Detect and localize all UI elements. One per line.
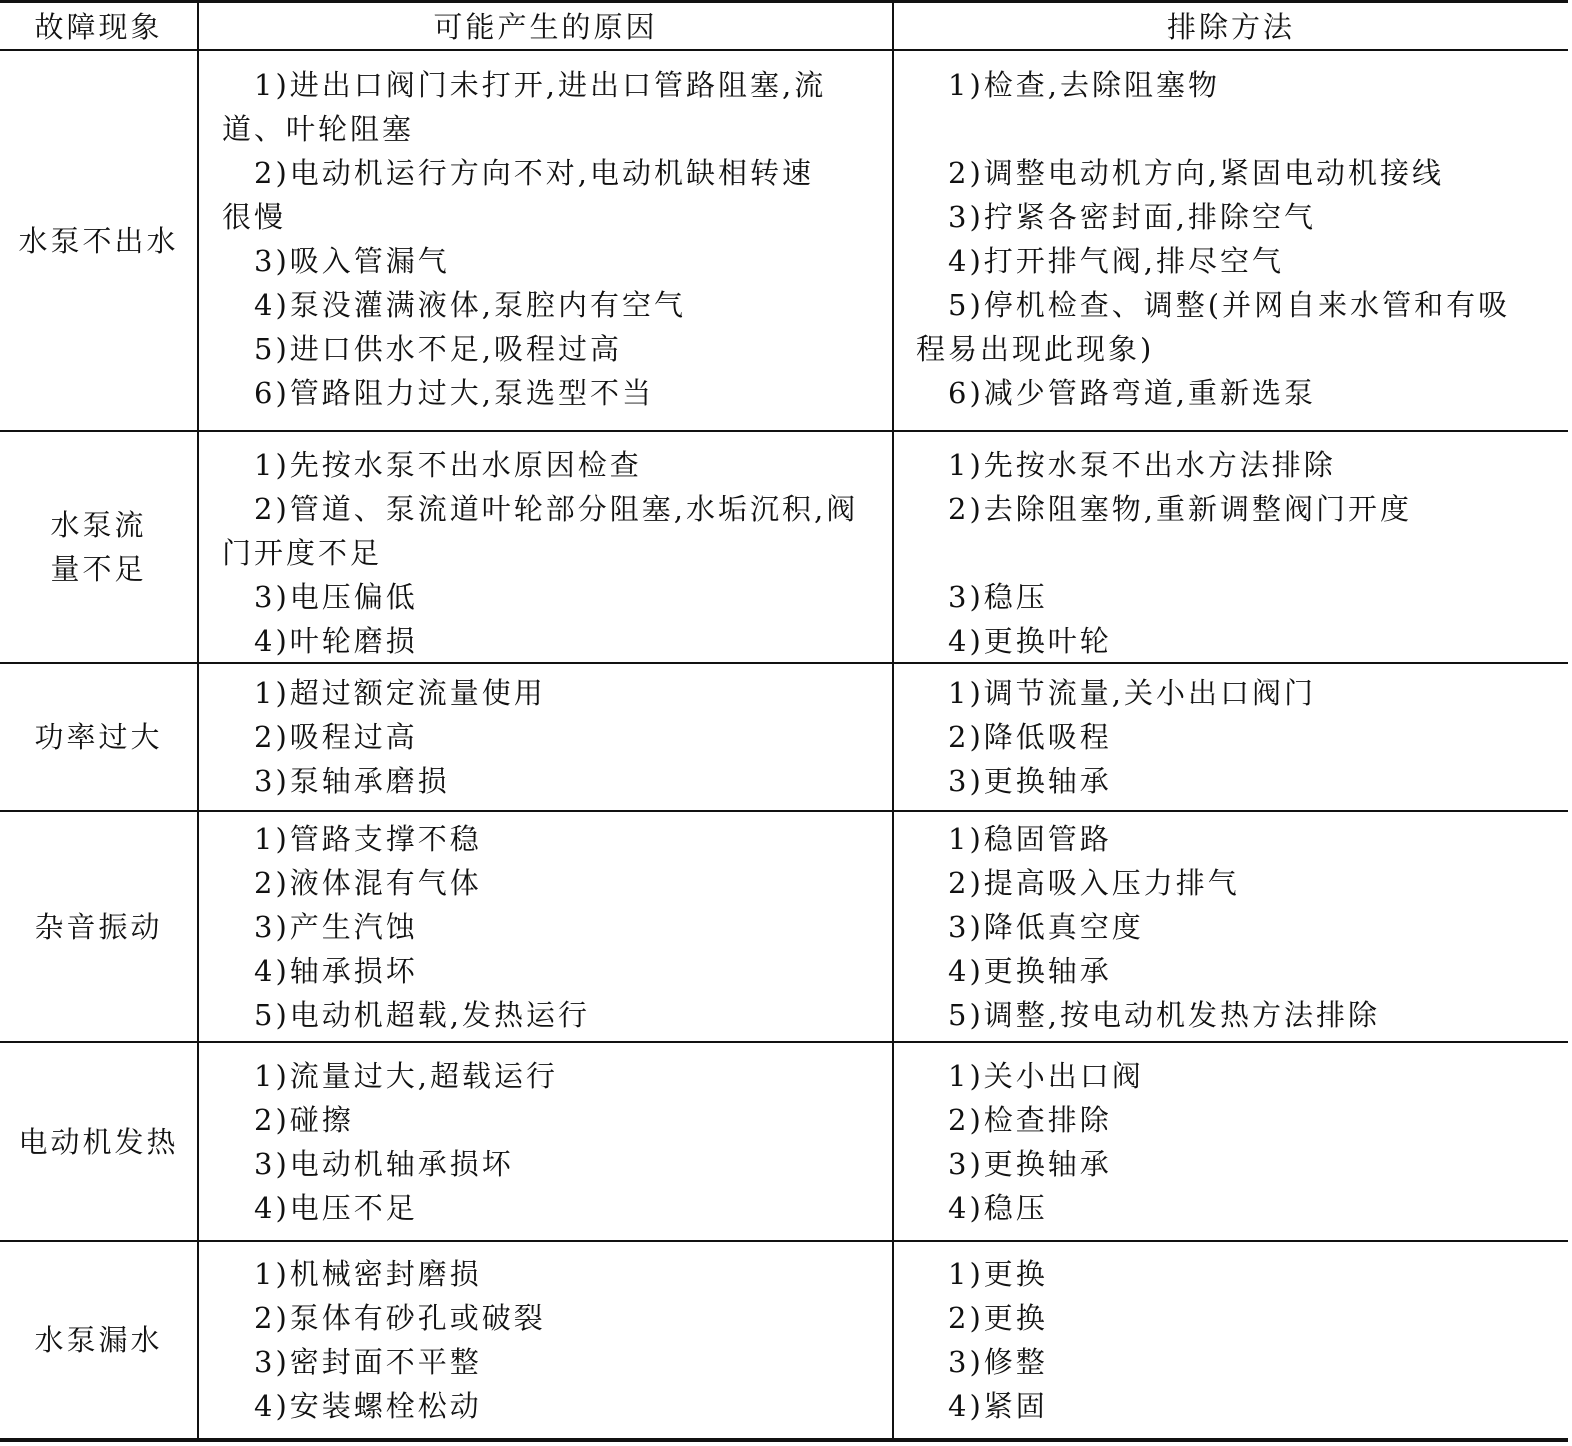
remedy-item: 4)紧固 (948, 1389, 1048, 1423)
remedy-item: 6)减少管路弯道,重新选泵 (948, 376, 1316, 410)
cause-item: 4)安装螺栓松动 (254, 1389, 482, 1423)
remedy-item: 3)修整 (948, 1345, 1048, 1379)
remedy-item: 4)更换轴承 (948, 954, 1112, 988)
row-rule-1 (0, 430, 1568, 432)
column-divider-1 (197, 0, 199, 1440)
causes-cell (222, 817, 882, 1039)
row-rule-3 (0, 810, 1568, 812)
cause-item: 2)液体混有气体 (254, 866, 482, 900)
symptom-cell: 水泵不出水 (18, 223, 179, 258)
remedy-item: 3)稳压 (948, 580, 1048, 614)
symptom-cell: 杂音振动 (34, 909, 163, 944)
header-remedies: 排除方法 (1166, 9, 1295, 44)
column-divider-2 (892, 0, 894, 1440)
remedy-item: 3)降低真空度 (948, 910, 1144, 944)
remedy-item: 2)去除阻塞物,重新调整阀门开度 (948, 492, 1412, 526)
cause-item: 5)进口供水不足,吸程过高 (254, 332, 622, 366)
cause-item: 3)吸入管漏气 (254, 244, 450, 278)
cause-item: 3)泵轴承磨损 (254, 764, 450, 798)
bottom-rule (0, 1438, 1568, 1442)
symptom-text: 水泵流量不足 (50, 508, 147, 586)
header-symptom: 故障现象 (34, 9, 163, 44)
cause-item: 1)流量过大,超载运行 (254, 1059, 558, 1093)
remedy-item: 1)先按水泵不出水方法排除 (948, 448, 1336, 482)
remedy-item: 2)降低吸程 (948, 720, 1112, 754)
remedies-cell (916, 443, 1556, 663)
symptom-cell: 功率过大 (34, 720, 163, 754)
remedy-item: 程易出现此现象) (916, 332, 1155, 366)
cause-item: 1)管路支撑不稳 (254, 822, 482, 856)
cause-item: 5)电动机超载,发热运行 (254, 998, 590, 1032)
remedy-item: 2)更换 (948, 1301, 1048, 1335)
remedy-item: 1)关小出口阀 (948, 1059, 1144, 1093)
causes-cell (222, 1252, 882, 1432)
cause-item: 4)叶轮磨损 (254, 624, 418, 658)
cause-item: 4)泵没灌满液体,泵腔内有空气 (254, 288, 686, 322)
remedy-item: 2)调整电动机方向,紧固电动机接线 (948, 156, 1444, 190)
cause-item: 2)碰擦 (254, 1103, 354, 1137)
cause-item: 2)泵体有砂孔或破裂 (254, 1301, 546, 1335)
cause-item: 3)产生汽蚀 (254, 910, 418, 944)
remedy-item: 1)稳固管路 (948, 822, 1112, 856)
cause-item: 2)管道、泵流道叶轮部分阻塞,水垢沉积,阀 (254, 492, 859, 526)
remedies-cell (916, 1054, 1556, 1234)
cause-item: 2)电动机运行方向不对,电动机缺相转速 (254, 156, 814, 190)
remedies-cell (916, 1252, 1556, 1432)
remedy-item: 2)检查排除 (948, 1103, 1112, 1137)
remedy-item: 4)打开排气阀,排尽空气 (948, 244, 1284, 278)
cause-item: 3)密封面不平整 (254, 1345, 482, 1379)
remedies-cell (916, 63, 1556, 423)
cause-item: 1)机械密封磨损 (254, 1257, 482, 1291)
remedy-item: 1)更换 (948, 1257, 1048, 1291)
cause-item: 3)电动机轴承损坏 (254, 1147, 514, 1181)
remedy-item: 1)调节流量,关小出口阀门 (948, 676, 1316, 710)
remedy-item: 1)检查,去除阻塞物 (948, 68, 1220, 102)
cause-item: 门开度不足 (222, 536, 383, 570)
remedy-item: 3)拧紧各密封面,排除空气 (948, 200, 1316, 234)
causes-cell (222, 1054, 882, 1234)
remedy-item: 3)更换轴承 (948, 764, 1112, 798)
cause-item: 2)吸程过高 (254, 720, 418, 754)
remedies-cell (916, 671, 1556, 807)
header-causes: 可能产生的原因 (433, 9, 658, 44)
cause-item: 很慢 (222, 200, 287, 234)
remedy-item: 5)调整,按电动机发热方法排除 (948, 998, 1380, 1032)
causes-cell (222, 443, 882, 663)
cause-item: 3)电压偏低 (254, 580, 418, 614)
cause-item: 1)进出口阀门未打开,进出口管路阻塞,流 (254, 68, 827, 102)
cause-item: 4)电压不足 (254, 1191, 418, 1225)
remedy-item: 5)停机检查、调整(并网自来水管和有吸 (948, 288, 1511, 322)
cause-item: 1)先按水泵不出水原因检查 (254, 448, 642, 482)
cause-item: 1)超过额定流量使用 (254, 676, 546, 710)
symptom-cell: 水泵漏水 (34, 1323, 163, 1357)
symptom-cell (0, 432, 197, 662)
symptom-cell: 电动机发热 (18, 1124, 179, 1159)
row-rule-5 (0, 1240, 1568, 1242)
causes-cell (222, 671, 882, 807)
remedy-item: 2)提高吸入压力排气 (948, 866, 1240, 900)
cause-item: 6)管路阻力过大,泵选型不当 (254, 376, 654, 410)
remedy-item: 4)更换叶轮 (948, 624, 1112, 658)
causes-cell (222, 63, 882, 423)
remedies-cell (916, 817, 1556, 1039)
remedy-item: 4)稳压 (948, 1191, 1048, 1225)
cause-item: 4)轴承损坏 (254, 954, 418, 988)
remedy-item: 3)更换轴承 (948, 1147, 1112, 1181)
cause-item: 道、叶轮阻塞 (222, 112, 415, 146)
row-rule-4 (0, 1041, 1568, 1043)
